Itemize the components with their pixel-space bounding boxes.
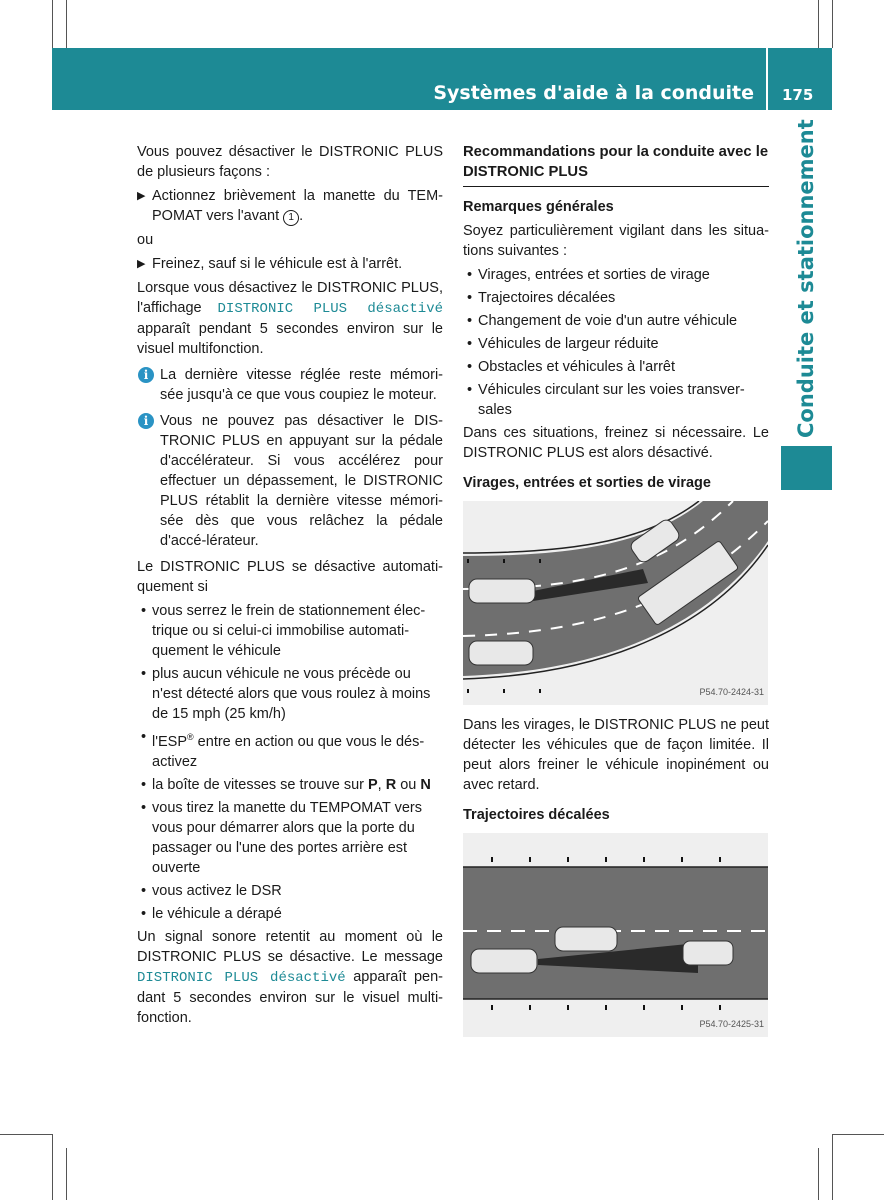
crop-mark <box>832 0 833 48</box>
signal-paragraph: Un signal sonore retentit au moment où le DISTRONIC PLUS se désactive. Le message DISTRONIC PLUS désactivé apparaît pen-dant 5 secondes environ sur le visuel multi-fonction. <box>137 928 443 1026</box>
crop-mark <box>66 1148 67 1200</box>
callout-number-icon: 1 <box>283 210 299 226</box>
info-note: i Vous ne pouvez pas désactiver le DIS-TRONIC PLUS en appuyant sur la pédale d'accélérateur. Si vous accélérez pour effectuer un dépassement, le DISTRONIC PLUS rétablit la dernière vitesse mémori-sée dès que vous relâchez la pédale d'accé-lérateur. <box>137 411 443 551</box>
list-item: • vous serrez le frein de stationnement élec-trique ou si celui-ci immobilise automati-quement le véhicule <box>141 603 426 659</box>
step-item: ▶ Actionnez brièvement la manette du TEM-POMAT vers l'avant 1 . <box>137 188 443 224</box>
figure-code: P54.70-2425-31 <box>699 1019 764 1029</box>
straight-road-icon <box>463 833 768 1037</box>
list-item: • Véhicules circulant sur les voies transver-sales <box>467 382 745 418</box>
display-message: DISTRONIC PLUS désactivé <box>137 969 346 986</box>
curve-illustration <box>463 501 768 705</box>
right-column <box>463 142 769 1047</box>
left-column <box>137 142 443 1032</box>
side-tab-label: Conduite et stationnement <box>794 119 818 438</box>
header-bar <box>52 48 766 110</box>
crop-mark <box>66 0 67 48</box>
crop-mark <box>832 1134 884 1135</box>
list-item: • Changement de voie d'un autre véhicule <box>467 313 738 329</box>
step-arrow-icon: ▶ <box>137 190 146 202</box>
list-item: • le véhicule a dérapé <box>141 905 282 922</box>
curves-text: Dans les virages, le DISTRONIC PLUS ne peut détecter les véhicules que de façon limitée. Il peut alors freiner le véhicule inopinément ou avec retard. <box>463 717 769 793</box>
offset-illustration <box>463 833 768 1037</box>
or-text: ou <box>137 232 154 248</box>
info-icon: i <box>138 413 154 429</box>
subheading-general: Remarques générales <box>463 199 614 215</box>
list-item: • l'ESP® entre en action ou que vous le dés-activez <box>141 729 425 770</box>
display-message: DISTRONIC PLUS désactivé <box>217 301 443 317</box>
crop-mark <box>832 1134 833 1200</box>
subheading-offset: Trajectoires décalées <box>463 807 610 823</box>
step-arrow-icon: ▶ <box>137 258 146 270</box>
crop-mark <box>0 1134 52 1135</box>
subheading-curves: Virages, entrées et sorties de virage <box>463 475 711 491</box>
list-item: • Virages, entrées et sorties de virage <box>467 267 710 283</box>
step-item: ▶ Freinez, sauf si le véhicule est à l'arrêt. <box>137 256 403 272</box>
crop-mark <box>52 0 53 48</box>
crop-mark <box>52 1134 53 1200</box>
auto-off-text: Le DISTRONIC PLUS se désactive automati-quement si <box>137 559 443 595</box>
list-item: • vous tirez la manette du TEMPOMAT vers vous pour démarrer alors que la porte du passager ou l'une des portes arrière est ouverte <box>141 799 422 876</box>
info-icon: i <box>138 367 154 383</box>
crop-mark <box>818 1148 819 1200</box>
side-tab-marker <box>781 446 832 490</box>
curve-road-icon <box>463 501 768 705</box>
general-intro: Soyez particulièrement vigilant dans les situa-tions suivantes : <box>463 223 769 259</box>
figure-code: P54.70-2424-31 <box>699 687 764 697</box>
page-number: 175 <box>782 86 814 104</box>
list-item: • Véhicules de largeur réduite <box>467 336 659 352</box>
intro-text: Vous pouvez désactiver le DISTRONIC PLUS de plusieurs façons : <box>137 144 443 180</box>
info-note: i La dernière vitesse réglée reste mémori-sée jusqu'à ce que vous coupiez le moteur. <box>137 365 443 405</box>
list-item: • plus aucun véhicule ne vous précède ou n'est détecté alors que vous roulez à moins de 15 mph (25 km/h) <box>141 666 431 722</box>
list-item: • Trajectoires décalées <box>467 290 616 306</box>
list-item: • Obstacles et véhicules à l'arrêt <box>467 359 675 375</box>
display-message-paragraph: Lorsque vous désactivez le DISTRONIC PLUS, l'affichage DISTRONIC PLUS désactivé apparaît pendant 5 secondes environ sur le visuel multifonction. <box>137 280 443 357</box>
list-item: • la boîte de vitesses se trouve sur P, R ou N <box>141 776 431 793</box>
list-item: • vous activez le DSR <box>141 882 282 899</box>
section-heading: Recommandations pour la conduite avec le DISTRONIC PLUS <box>463 142 769 187</box>
section-title: Systèmes d'aide à la conduite <box>433 82 754 104</box>
brake-note: Dans ces situations, freinez si nécessaire. Le DISTRONIC PLUS est alors désactivé. <box>463 425 769 461</box>
